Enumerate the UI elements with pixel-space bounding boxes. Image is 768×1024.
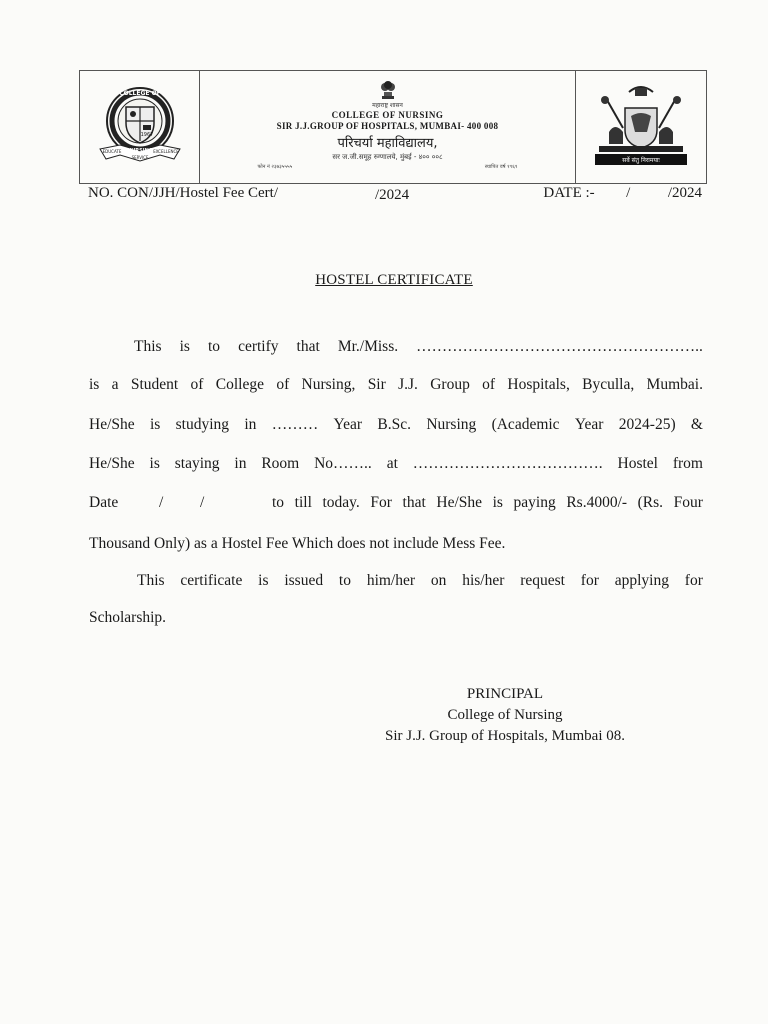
seal-ribbon-1: EDUCATE	[102, 149, 121, 154]
body-word: a	[111, 376, 119, 393]
body-word: applying	[614, 572, 669, 589]
body-word: at	[386, 455, 398, 472]
body-word: No……..	[314, 455, 372, 472]
body-word: ………………………………………………..	[416, 338, 703, 355]
body-word: Mumbai.	[646, 376, 703, 393]
hospital-crest-icon	[589, 82, 693, 172]
seal-top-text: COLLEGE OF	[118, 90, 161, 97]
body-word: issued	[284, 572, 324, 589]
line-5-rest	[272, 494, 703, 512]
govt-hindi-line: महाराष्ट्र शासन	[372, 102, 403, 109]
reference-number: NO. CON/JJH/Hostel Fee Cert/	[88, 185, 278, 201]
body-word: to	[272, 494, 285, 511]
body-word: for	[580, 572, 599, 589]
body-word: B.Sc.	[377, 416, 411, 433]
date-slash-1: /	[159, 494, 164, 511]
body-word: For	[370, 494, 392, 511]
body-word: request	[520, 572, 565, 589]
body-word: Mr./Miss.	[337, 338, 399, 355]
body-line-3	[89, 416, 703, 434]
college-seal-icon	[94, 81, 186, 173]
date-separator: /	[626, 185, 631, 201]
body-word: Hostel	[617, 455, 658, 472]
body-word: ……………………………….	[412, 455, 603, 472]
reference-year: /2024	[375, 187, 410, 203]
body-word: is	[149, 416, 161, 433]
seal-mid-text: NURSING	[126, 148, 153, 154]
body-word: his/her	[462, 572, 505, 589]
body-word: J.J.	[398, 376, 418, 393]
body-word: &	[690, 416, 703, 433]
body-word: This	[134, 338, 162, 355]
body-word: is	[89, 376, 100, 393]
body-word: is	[179, 338, 190, 355]
body-word: in	[244, 416, 257, 433]
body-word: certify	[238, 338, 279, 355]
established-text: स्थापित वर्ष १९६९	[484, 164, 518, 170]
body-word: of	[276, 376, 290, 393]
body-word: (Rs.	[637, 494, 664, 511]
body-line-2	[89, 376, 703, 394]
body-word: to	[338, 572, 351, 589]
body-word: for	[684, 572, 703, 589]
body-word: on	[430, 572, 447, 589]
letterhead	[79, 70, 707, 184]
body-word: from	[672, 455, 703, 472]
body-word: today.	[322, 494, 360, 511]
date-year: /2024	[667, 185, 702, 201]
reference-date	[543, 185, 702, 202]
body-line-4	[89, 455, 703, 473]
body-line-6: Thousand Only) as a Hostel Fee Which does not include Mess Fee.	[89, 535, 506, 552]
letterhead-footer	[258, 164, 518, 170]
body-line-7	[137, 572, 703, 590]
body-word: Year	[333, 416, 363, 433]
hospital-logo	[575, 71, 706, 183]
body-word: certificate	[180, 572, 243, 589]
body-word: of	[482, 376, 496, 393]
college-name-hindi: परिचर्या महाविद्यालय,	[337, 136, 438, 151]
date-slash-2: /	[200, 494, 205, 511]
body-word: till	[294, 494, 312, 511]
body-word: paying	[513, 494, 556, 511]
body-word: College	[215, 376, 264, 393]
body-line-8: Scholarship.	[89, 609, 167, 626]
body-word: ………	[271, 416, 319, 433]
body-word: him/her	[366, 572, 416, 589]
reference-line	[88, 185, 702, 205]
body-word: Sir	[367, 376, 386, 393]
letterhead-center	[200, 71, 575, 183]
body-word: He/She	[436, 494, 483, 511]
body-word: Year	[574, 416, 604, 433]
body-word: Hospitals,	[507, 376, 570, 393]
seal-ribbon-3: SERVICE	[131, 155, 148, 160]
body-word: is	[258, 572, 269, 589]
crest-banner-text: सर्वे संतु निरामयाः	[622, 157, 660, 164]
signatory-hospital: Sir J.J. Group of Hospitals, Mumbai 08.	[385, 728, 625, 744]
hospital-name: SIR J.J.GROUP OF HOSPITALS, MUMBAI- 400 008	[276, 121, 499, 131]
state-emblem-icon	[379, 79, 397, 101]
signatory-title: PRINCIPAL	[466, 686, 544, 702]
college-logo	[80, 71, 200, 183]
body-word: that	[296, 338, 320, 355]
date-label: DATE :-	[543, 185, 595, 201]
body-word: of	[190, 376, 204, 393]
body-word: to	[207, 338, 221, 355]
body-word: is	[492, 494, 503, 511]
signatory-college: College of Nursing	[447, 707, 563, 723]
body-word: Nursing,	[301, 376, 356, 393]
phone-text: फोन नं २३७३५५५५	[257, 164, 293, 170]
body-word: Student	[130, 376, 179, 393]
seal-year: 1967	[140, 132, 153, 138]
body-word: (Academic	[491, 416, 560, 433]
body-word: staying	[174, 455, 220, 472]
body-word: in	[234, 455, 247, 472]
body-word: studying	[175, 416, 230, 433]
body-word: This	[137, 572, 165, 589]
body-word: He/She	[89, 455, 135, 472]
body-word: is	[149, 455, 160, 472]
body-word: that	[402, 494, 426, 511]
body-word: 2024-25)	[618, 416, 676, 433]
seal-ribbon-2: EXCELLENCE	[152, 149, 179, 154]
college-name: COLLEGE OF NURSING	[331, 110, 444, 120]
body-word: Nursing	[426, 416, 477, 433]
signature-block	[340, 684, 670, 747]
address-hindi: सर ज.जी.समूह रुग्णालये, मुंबई - ४०० ००८	[332, 153, 443, 161]
date-word: Date	[89, 494, 119, 511]
body-word: Group	[430, 376, 470, 393]
body-word: Byculla,	[582, 376, 635, 393]
body-line-1	[134, 338, 703, 356]
body-word: Rs.4000/-	[566, 494, 628, 511]
body-word: Room	[261, 455, 300, 472]
body-word: He/She	[89, 416, 135, 433]
body-word: Four	[673, 494, 703, 511]
certificate-heading: HOSTEL CERTIFICATE	[315, 272, 473, 288]
